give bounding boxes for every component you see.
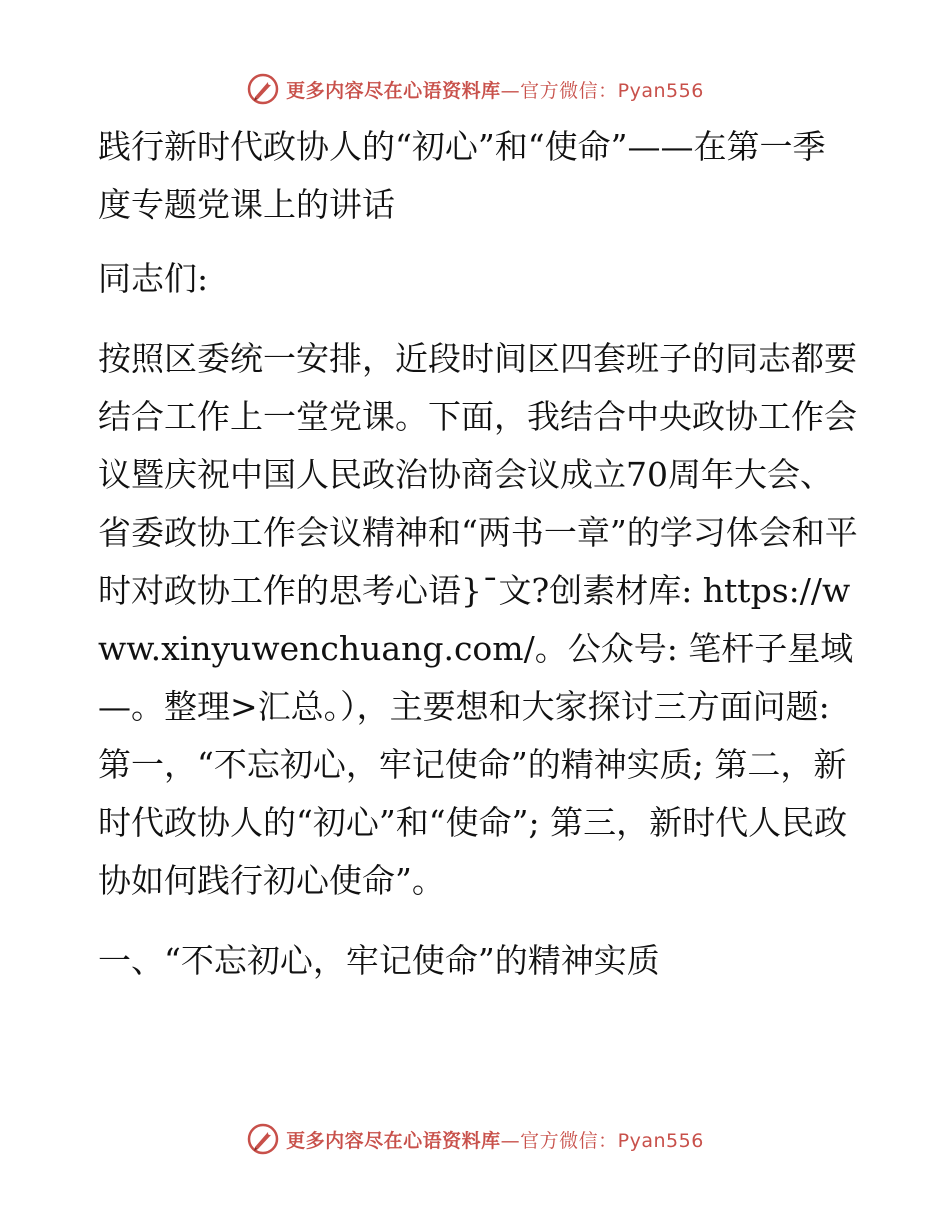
document-body bbox=[98, 118, 858, 990]
watermark-main: 更多内容尽在心语资料库 bbox=[286, 79, 501, 102]
section-heading: 一、“不忘初心，牢记使命”的精神实质 bbox=[98, 941, 660, 980]
watermark-header bbox=[0, 72, 950, 106]
watermark-footer bbox=[0, 1122, 950, 1156]
paragraph: 按照区委统一安排，近段时间区四套班子的同志都要结合工作上一堂党课。下面，我结合中央政协工作会议暨庆祝中国人民政治协商会议成立70周年大会、省委政协工作会议精神和“两书一章”的学习体会和平时对政协工作的思考心语}¯文?创素材库: https://www.xinyuwenchuang.com/。公众号: 笔杆子星域—。整理>汇总。），主要想和大家探讨三方面问题: 第一，“不忘初心，牢记使命”的精神实质; 第二，新时代政协人的“初心”和“使命”; 第三，新时代人民政协如何践行初心使命”。 bbox=[98, 339, 858, 900]
watermark-text bbox=[286, 1126, 704, 1153]
watermark-text bbox=[286, 76, 704, 103]
document-title: 践行新时代政协人的“初心”和“使命”——在第一季度专题党课上的讲话 bbox=[98, 127, 826, 224]
watermark-sub: —官方微信：Pyan556 bbox=[500, 1129, 704, 1152]
pen-logo-icon bbox=[246, 72, 280, 106]
pen-logo-icon bbox=[246, 1122, 280, 1156]
greeting: 同志们: bbox=[98, 259, 209, 298]
watermark-main: 更多内容尽在心语资料库 bbox=[286, 1129, 501, 1152]
watermark-sub: —官方微信：Pyan556 bbox=[500, 79, 704, 102]
